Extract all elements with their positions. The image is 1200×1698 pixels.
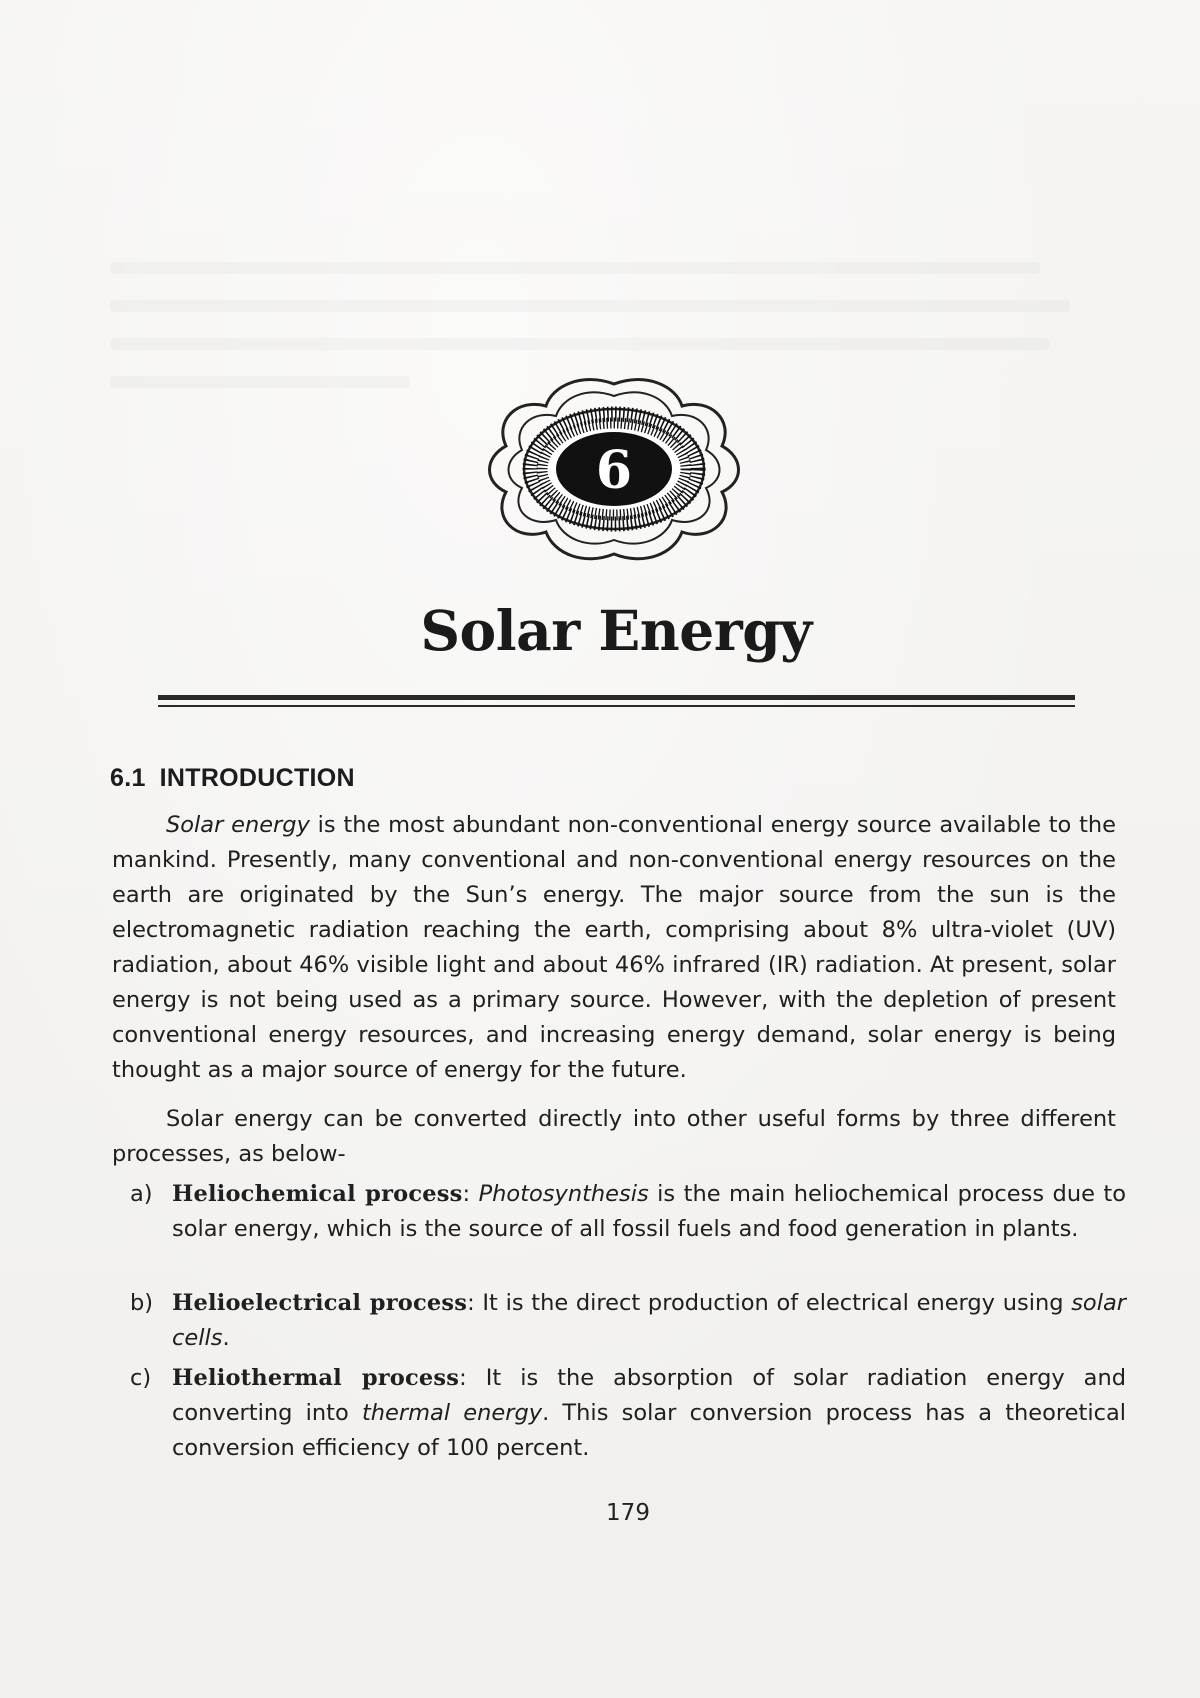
process-intro-paragraph	[112, 1102, 1116, 1172]
section-title: INTRODUCTION	[159, 764, 355, 792]
process-description: is the main heliochemical process due to solar energy, which is the source of all fossil fuels and food generation in plants.	[172, 1181, 1126, 1242]
title-rule-thin	[158, 705, 1075, 707]
process-term: Helioelectrical process	[172, 1290, 468, 1316]
list-marker: c)	[130, 1365, 152, 1391]
process-description-end: . This solar conversion process has a theoretical conversion efficiency of 100 percent.	[172, 1400, 1126, 1461]
separator: :	[462, 1181, 479, 1207]
section-number: 6.1	[110, 764, 146, 792]
bleed-through-line	[110, 338, 1050, 350]
process-description: It is the absorption of solar radiation energy and converting into	[172, 1365, 1127, 1426]
section-heading	[110, 764, 355, 793]
intro-paragraph	[112, 808, 1116, 1088]
bleed-through-line	[110, 376, 410, 388]
process-italic-term: solar cells	[172, 1290, 1126, 1351]
process-italic-term: Photosynthesis	[478, 1181, 649, 1207]
process-intro-text: Solar energy can be converted directly into other useful forms by three different processes, as below-	[112, 1106, 1116, 1167]
process-description-end: .	[222, 1325, 230, 1351]
list-marker: b)	[130, 1290, 154, 1316]
chapter-number: 6	[595, 440, 633, 501]
page-number: 179	[606, 1500, 650, 1526]
chapter-title: Solar Energy	[420, 598, 812, 663]
separator: :	[467, 1290, 483, 1316]
bleed-through-line	[110, 262, 1040, 274]
process-italic-term: thermal energy	[361, 1400, 543, 1426]
list-item-heliochemical	[130, 1177, 1126, 1247]
intro-lead-term: Solar energy	[166, 812, 310, 838]
process-term: Heliothermal process	[172, 1365, 460, 1391]
bleed-through-line	[110, 300, 1070, 312]
list-marker: a)	[130, 1181, 153, 1207]
separator: :	[459, 1365, 486, 1391]
chapter-emblem	[486, 376, 742, 562]
list-item-helioelectrical	[130, 1286, 1126, 1356]
process-description: It is the direct production of electrical energy using	[482, 1290, 1072, 1316]
title-rule-thick	[158, 695, 1075, 700]
process-term: Heliochemical process	[172, 1181, 463, 1207]
list-item-heliothermal	[130, 1361, 1126, 1466]
intro-text: is the most abundant non-conventional energy source available to the mankind. Presently, many conventional and non-conventional energy resources on the earth are originated by the Sun’s energy. The major source from the sun is the electromagnetic radiation reaching the earth, comprising about 8% ultra-violet (UV) radiation, about 46% visible light and about 46% infrared (IR) radiation. At present, solar energy is not being used as a primary source. However, with the depletion of present conventional energy resources, and increasing energy demand, solar energy is being thought as a major source of energy for the future.	[112, 812, 1116, 1083]
